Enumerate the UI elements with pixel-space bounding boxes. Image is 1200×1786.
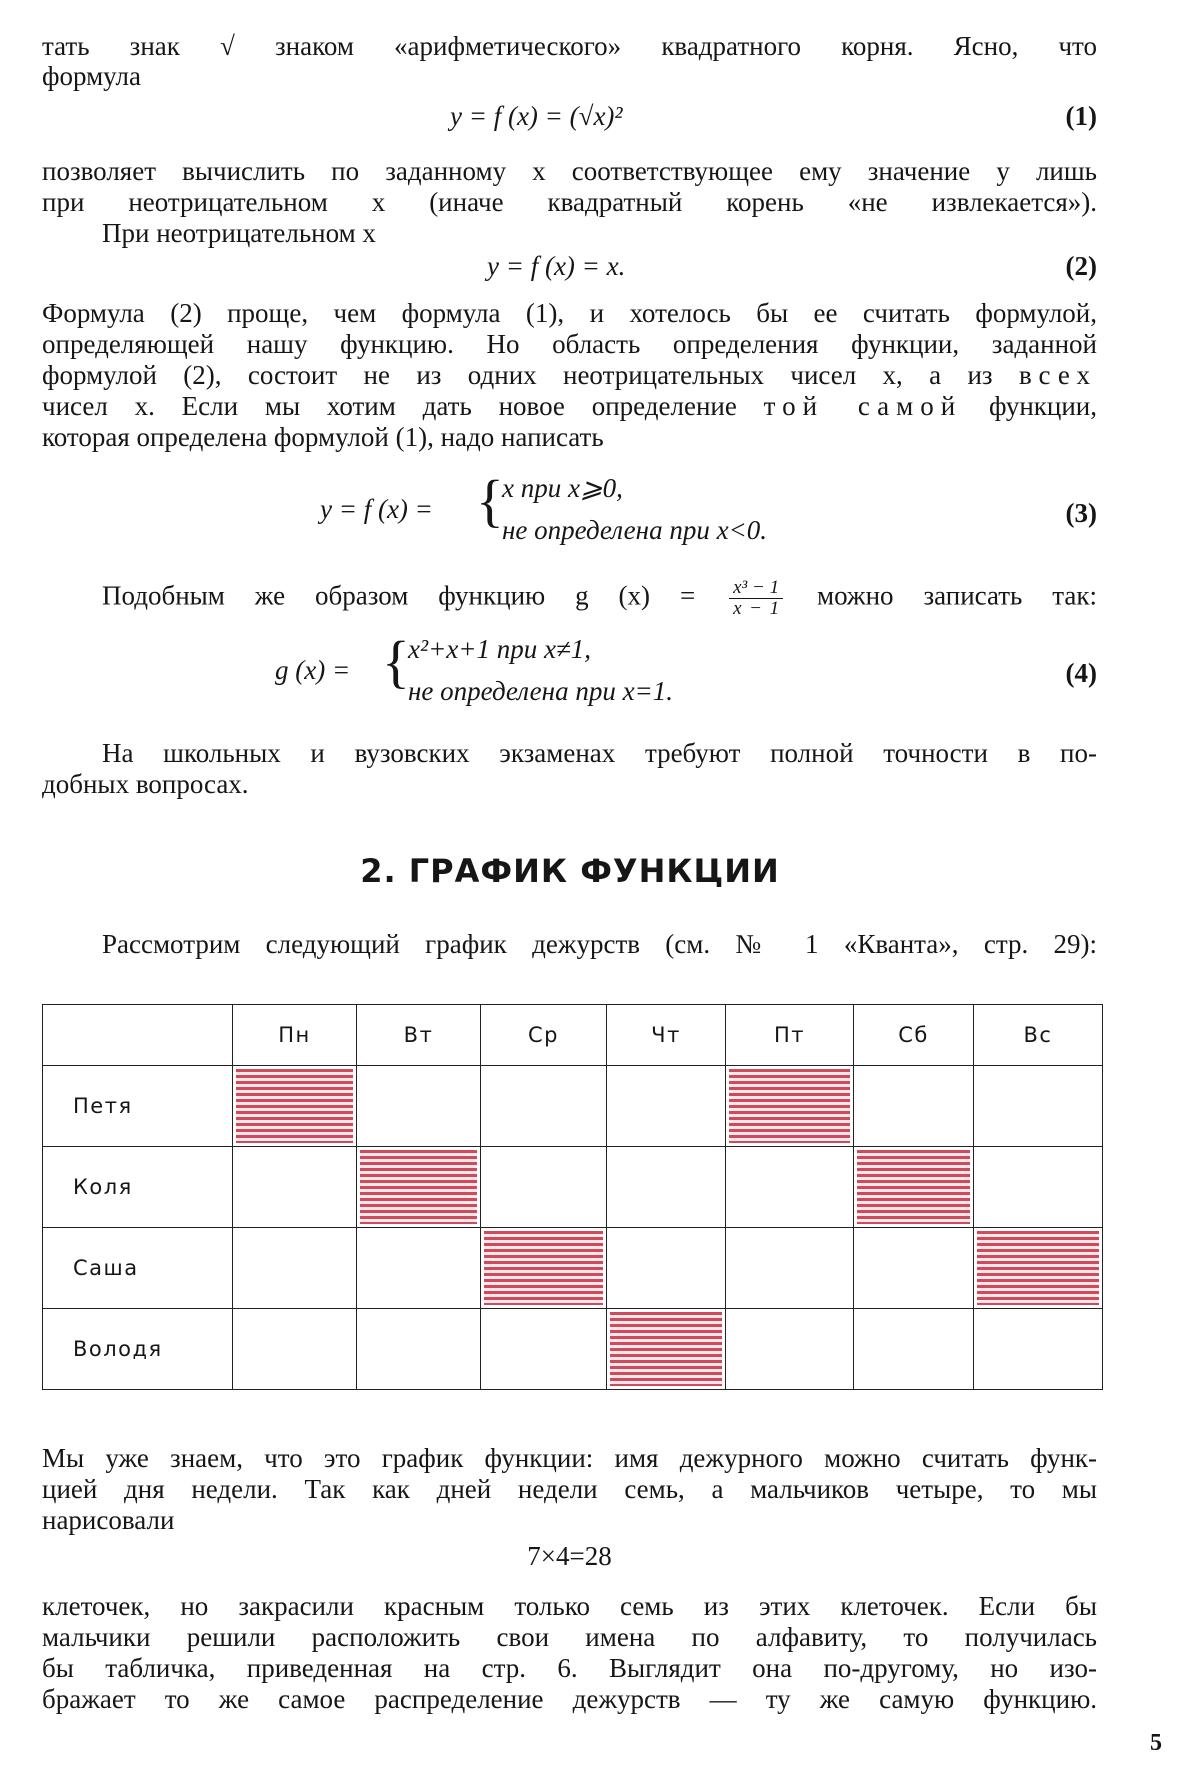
p3-line: [102, 578, 1097, 619]
p1-line-2: при неотрицательном x (иначе квадратный корень «не извлекается»).: [42, 187, 1097, 217]
red-hatch-fill: [729, 1069, 850, 1143]
duty-cell: [607, 1228, 726, 1309]
equation-2: y = f (x) = x.: [487, 251, 626, 281]
p7-line-2: мальчики решили расположить свои имена по алфавиту, то получилась: [42, 1622, 1097, 1652]
duty-cell: [854, 1309, 974, 1390]
duty-cell: [481, 1066, 607, 1147]
duty-cell-filled: [726, 1066, 854, 1147]
intro-line-2: формула: [42, 61, 141, 91]
p2-line-4-text: чисел x. Если мы хотим дать новое определение: [42, 391, 737, 421]
duty-cell-filled: [974, 1228, 1103, 1309]
p1-line-1: позволяет вычислить по заданному x соответствующее ему значение y лишь: [42, 156, 1097, 186]
duty-cell: [233, 1147, 357, 1228]
duty-cell: [726, 1228, 854, 1309]
header-corner-cell: [43, 1005, 233, 1066]
p6-line-1: Мы уже знаем, что это график функции: имя дежурного можно считать функ-: [42, 1443, 1097, 1473]
p2-line-3: [42, 359, 1097, 391]
p2-line-1: Формула (2) проще, чем формула (1), и хотелось бы ее считать формулой,: [42, 298, 1097, 328]
p5-line: Рассмотрим следующий график дежурств (см. № 1 «Кванта», стр. 29):: [102, 929, 1097, 959]
duty-cell: [974, 1147, 1103, 1228]
duty-cell: [974, 1309, 1103, 1390]
duty-cell-filled: [481, 1228, 607, 1309]
table-row: [43, 1066, 1103, 1147]
equation-1: y = f (x) = (√x)²: [450, 101, 623, 131]
duty-cell: [481, 1147, 607, 1228]
duty-schedule-table: [42, 1004, 1103, 1390]
red-hatch-fill: [977, 1231, 1099, 1305]
red-hatch-fill: [360, 1150, 477, 1224]
day-header: Чт: [607, 1005, 726, 1066]
equation-3-case-2: не определена при x<0.: [502, 515, 768, 545]
p6-line-2: цией дня недели. Так как дней недели семь, а мальчиков четыре, то мы: [42, 1474, 1097, 1504]
duty-cell-filled: [233, 1066, 357, 1147]
day-header: Вт: [357, 1005, 481, 1066]
equation-4-number: (4): [1065, 658, 1097, 688]
table-row: [43, 1147, 1103, 1228]
p2-line-4: [42, 390, 1097, 422]
duty-cell: [233, 1228, 357, 1309]
equation-4-brace: {: [382, 629, 410, 694]
day-header: Сб: [854, 1005, 974, 1066]
duty-cell: [481, 1309, 607, 1390]
section-title: 2. ГРАФИК ФУНКЦИИ: [360, 852, 780, 890]
p3-after: можно записать так:: [817, 580, 1098, 611]
equation-1-number: (1): [1065, 101, 1097, 131]
red-hatch-fill: [857, 1150, 970, 1224]
equation-4-case-1: x²+x+1 при x≠1,: [408, 634, 592, 664]
table-row: [43, 1228, 1103, 1309]
p6-line-3: нарисовали: [42, 1505, 175, 1535]
duty-cell: [726, 1309, 854, 1390]
equation-3-lhs: y = f (x) =: [320, 494, 433, 524]
fraction-denominator: x − 1: [733, 598, 780, 619]
row-name: Петя: [43, 1066, 233, 1147]
duty-cell-filled: [357, 1147, 481, 1228]
duty-cell: [233, 1309, 357, 1390]
day-header: Пт: [726, 1005, 854, 1066]
equation-3-brace: {: [476, 468, 504, 533]
p7-line-1: клеточек, но закрасили красным только семь из этих клеточек. Если бы: [42, 1591, 1097, 1621]
equation-4-case-2: не определена при x=1.: [408, 676, 674, 706]
red-hatch-fill: [236, 1069, 353, 1143]
duty-cell: [357, 1228, 481, 1309]
p2-line-4-end: функции,: [989, 391, 1098, 421]
p3-before: Подобным же образом функцию g (x) =: [102, 580, 696, 611]
equation-2-number: (2): [1065, 251, 1097, 281]
day-header: Пн: [233, 1005, 357, 1066]
equation-3-case-1: x при x⩾0,: [502, 473, 623, 503]
day-header: Вс: [974, 1005, 1103, 1066]
p2-line-3-text: формулой (2), состоит не из одних неотрицательных чисел x, а из: [42, 360, 993, 390]
p2-line-2: определяющей нашу функцию. Но область определения функции, заданной: [42, 329, 1097, 359]
duty-cell: [607, 1147, 726, 1228]
p4-line-1: На школьных и вузовских экзаменах требуют полной точности в по-: [102, 738, 1097, 768]
duty-cell: [357, 1309, 481, 1390]
intro-line-1: тать знак √ знаком «арифметического» квадратного корня. Ясно, что: [42, 31, 1097, 61]
p2-emphasis-all: всех: [1018, 360, 1098, 390]
row-name: Володя: [43, 1309, 233, 1390]
duty-cell-filled: [854, 1147, 974, 1228]
duty-cell: [854, 1228, 974, 1309]
p7-line-3: бы табличка, приведенная на стр. 6. Выглядит она по-другому, но изо-: [42, 1653, 1097, 1683]
row-name: Саша: [43, 1228, 233, 1309]
p1-line-3: При неотрицательном x: [102, 218, 376, 248]
table-header-row: [43, 1005, 1103, 1066]
fraction: [729, 578, 783, 619]
equation-3-number: (3): [1065, 498, 1097, 528]
equation-product: 7×4=28: [527, 1541, 612, 1571]
page-number: 5: [1150, 1730, 1162, 1756]
red-hatch-fill: [610, 1312, 722, 1386]
fraction-numerator: x³ − 1: [729, 578, 783, 599]
duty-cell: [607, 1066, 726, 1147]
row-name: Коля: [43, 1147, 233, 1228]
duty-cell-filled: [607, 1309, 726, 1390]
day-header: Ср: [481, 1005, 607, 1066]
p2-emphasis-same: той самой: [763, 391, 963, 421]
p2-line-5: которая определена формулой (1), надо написать: [42, 422, 604, 452]
duty-cell: [726, 1147, 854, 1228]
p7-line-4: бражает то же самое распределение дежурств — ту же самую функцию.: [42, 1684, 1097, 1714]
duty-cell: [974, 1066, 1103, 1147]
table-row: [43, 1309, 1103, 1390]
equation-4-lhs: g (x) =: [275, 655, 351, 685]
red-hatch-fill: [484, 1231, 603, 1305]
duty-cell: [854, 1066, 974, 1147]
p4-line-2: добных вопросах.: [42, 769, 249, 799]
duty-cell: [357, 1066, 481, 1147]
